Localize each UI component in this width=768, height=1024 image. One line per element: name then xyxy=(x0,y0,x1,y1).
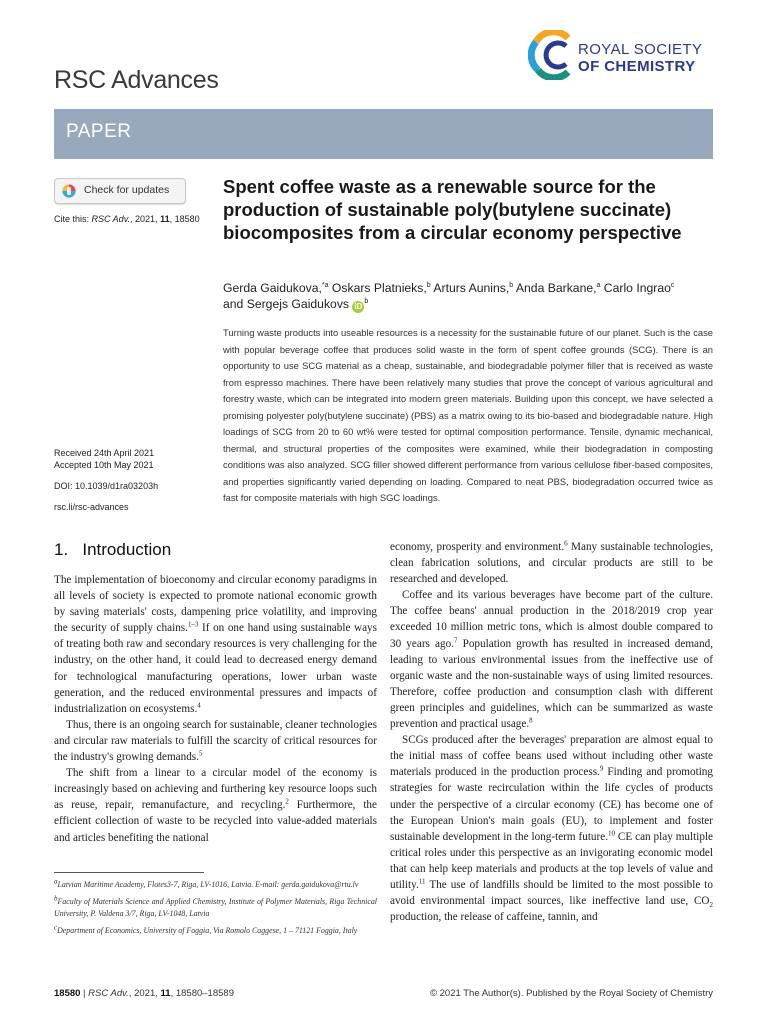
text: Population growth has resulted in increased demand, leading to various environmental issues from the ineffective use of organic waste and the non-sustainable ways of using limited resources. Therefore, coffee production and consumption clash with different green principles and guidelines, which can be summarized as waste prevention and practical usage. xyxy=(390,637,714,731)
submission-dates xyxy=(54,447,154,471)
footnote-mark: a xyxy=(54,877,58,886)
cite-year: , 2021, xyxy=(130,214,161,224)
citation-ref[interactable]: 7 xyxy=(454,635,458,644)
paragraph xyxy=(390,732,713,925)
text: economy, prosperity and environment. xyxy=(390,541,565,553)
author: Oskars Platnieks, xyxy=(328,281,427,295)
accepted-date: Accepted 10th May 2021 xyxy=(54,460,154,470)
footnote-mark: c xyxy=(54,923,58,932)
paragraph xyxy=(54,572,377,717)
citation-ref[interactable]: 4 xyxy=(197,701,201,710)
cite-page: , 18580 xyxy=(169,214,200,224)
text: The use of landfills should be limited to the most possible to avoid environmental impact sources, like ineffective land use, CO xyxy=(390,878,713,908)
text: The shift from a linear to a circular model of the economy is increasingly based on achieving and furthering key resource loops such as reuse, repair, remanufacture, and recycling. xyxy=(54,767,377,812)
text: If on one hand using sustainable ways of treating both raw and secondary resources is very challenging for the industry, on the other hand, it could lead to decreased energy demand for technological manufacturing operations, lower urban waste generation, and the reduced environmental pressures and impacts of industrialization on ecosystems. xyxy=(54,622,378,715)
text: CE can play multiple critical roles under this perspective as an invigorating economic model that can help keep materials and products at the top levels of value and utility. xyxy=(390,830,713,891)
footer-journal: RSC Adv. xyxy=(88,988,129,999)
paragraph xyxy=(390,539,713,587)
article-type-label: PAPER xyxy=(66,121,132,142)
publisher-name-line1: ROYAL SOCIETY xyxy=(578,41,703,58)
footnote-text: Faculty of Materials Science and Applied Chemistry, Institute of Polymer Materials, Riga Technical University, P. Valdena 3/7, Riga, LV-1048, Latvia xyxy=(54,897,377,918)
received-date: Received 24th April 2021 xyxy=(54,448,155,458)
text: Coffee and its various beverages have become part of the culture. The coffee beans' annual production in the 2018/2019 crop year exceeded 10 million metric tons, which is almost double compared to 30 years ago. xyxy=(390,589,713,650)
paragraph xyxy=(54,765,377,845)
footnote-text: Latvian Maritime Academy, Flotes3-7, Riga, LV-1016, Latvia. E-mail: gerda.gaidukova@rtu.lv xyxy=(57,880,359,889)
affiliation-mark: c xyxy=(670,281,675,289)
cite-prefix: Cite this: xyxy=(54,214,92,224)
author: Anda Barkane, xyxy=(513,281,597,295)
footnote-text: Department of Economics, University of Foggia, Via Romolo Caggese, 1 – 71121 Foggia, Italy xyxy=(57,926,358,935)
paragraph xyxy=(390,587,713,732)
text: Thus, there is an ongoing search for sustainable, cleaner technologies and circular raw materials to fulfill the scarcity of critical resources for the industry's growing demands. xyxy=(54,718,377,764)
copyright-notice: © 2021 The Author(s). Published by the Royal Society of Chemistry xyxy=(430,988,713,999)
citation-ref[interactable]: 1–3 xyxy=(187,620,199,629)
citation-ref[interactable]: 2 xyxy=(285,797,289,806)
footnote xyxy=(54,896,377,920)
doi-link[interactable]: DOI: 10.1039/d1ra03203h xyxy=(54,481,159,491)
text: Finding and promoting strategies for waste recirculation within the life cycles of products under the perspective of a circular economy (CE) has become one of the European Union's main goals (EU), to implement and foster sustainable development in the long-term future. xyxy=(390,766,713,843)
text: Many sustainable technologies, clean fabrication solutions, and circular products are still to be researched and developed. xyxy=(390,541,713,586)
journal-title: RSC Advances xyxy=(54,66,219,94)
publisher-name-line2: OF CHEMISTRY xyxy=(578,58,696,75)
footnote-divider xyxy=(54,872,204,873)
affiliation-mark: b xyxy=(509,281,514,289)
footnote xyxy=(54,879,377,891)
author: Carlo Ingrao xyxy=(600,281,671,295)
affiliation-mark: *a xyxy=(321,281,329,289)
article-type-banner xyxy=(54,109,713,159)
text: SCGs produced after the beverages' preparation are almost equal to the initial mass of coffee beans used without including other waste materials produced in the production process. xyxy=(390,734,713,779)
page-number: 18580 xyxy=(54,988,81,999)
citation-line xyxy=(54,214,200,224)
citation-ref[interactable]: 11 xyxy=(418,877,426,886)
cite-journal: RSC Adv. xyxy=(91,214,131,224)
text: The implementation of bioeconomy and circular economy paradigms in all levels of society is expected to promote national economic growth by saving materials' costs, dampening price volatility, and improving the security of supply chains. xyxy=(54,574,377,635)
footer-pages: , 18580–18589 xyxy=(170,988,234,999)
affiliation-mark: a xyxy=(596,281,601,289)
citation-ref[interactable]: 9 xyxy=(599,764,604,773)
orcid-icon[interactable]: iD xyxy=(354,302,363,311)
author: Gerda Gaidukova, xyxy=(223,281,322,295)
footnote-mark: b xyxy=(54,894,58,903)
text: Furthermore, the efficient collection of waste to be recycled into value-added materials and articles benefiting the national xyxy=(54,799,377,844)
crossmark-icon xyxy=(61,183,77,199)
affiliation-mark: b xyxy=(364,297,369,305)
author-list xyxy=(223,280,723,313)
footer-year: , 2021, xyxy=(128,988,161,999)
abstract: Turning waste products into useable resources is a necessity for the sustainable future of our planet. Such is the case with popular beverage coffee that produces solid waste in the form of spent coffee grounds (SCG). There is an opportunity to use SCG material as a cheap, sustainable, and biodegradable polymer filler that is received as waste from espresso machines. There have been relatively many studies that prove the concept of various agricultural and forestry waste, which can be integrated into modern green materials. Building upon this concept, we have selected a promising polyester poly(butylene succinate) (PBS) as a matrix owing to its bio-based and biodegradable nature. High loadings of SCG from 20 to 60 wt% were tested for optimal composition performance. Tensile, dynamic mechanical, thermal, and structural properties of the composites were examined, while their biodegradation in composting conditions was also analyzed. SCG filler showed different performance from various cellulose fiber-based composites, and properties significantly varied depending on loading. Compared to neat PBS, biodegradation occurred twice as fast for composite materials with high SGC loadings. xyxy=(223,327,713,503)
check-for-updates-label: Check for updates xyxy=(84,184,170,196)
subscript: 2 xyxy=(709,901,713,910)
author: and Sergejs Gaidukovs xyxy=(223,297,353,311)
author: Arturs Aunins, xyxy=(430,281,510,295)
separator: | xyxy=(80,988,89,999)
cite-volume: 11 xyxy=(160,214,170,224)
affiliation-mark: b xyxy=(426,281,431,289)
page-footer-left xyxy=(54,988,234,999)
body-column-left xyxy=(54,572,377,846)
article-title: Spent coffee waste as a renewable source for the production of sustainable poly(butylene succinate) biocomposites from a circular economy perspective xyxy=(223,176,682,243)
publisher-logo[interactable] xyxy=(528,30,718,88)
footer-volume: 11 xyxy=(160,988,171,999)
affiliation-footnotes xyxy=(54,879,377,942)
section-heading: 1. Introduction xyxy=(54,540,172,559)
journal-link[interactable]: rsc.li/rsc-advances xyxy=(54,502,129,512)
citation-ref[interactable]: 8 xyxy=(529,716,533,725)
body-column-right xyxy=(390,539,713,925)
text: production, the release of caffeine, tannin, and xyxy=(390,911,598,924)
footnote xyxy=(54,925,377,937)
citation-ref[interactable]: 5 xyxy=(198,749,203,758)
citation-ref[interactable]: 6 xyxy=(564,539,568,548)
check-for-updates-button[interactable] xyxy=(54,178,186,204)
paragraph xyxy=(54,717,377,765)
rsc-logo-icon xyxy=(528,30,572,80)
citation-ref[interactable]: 10 xyxy=(608,828,616,837)
